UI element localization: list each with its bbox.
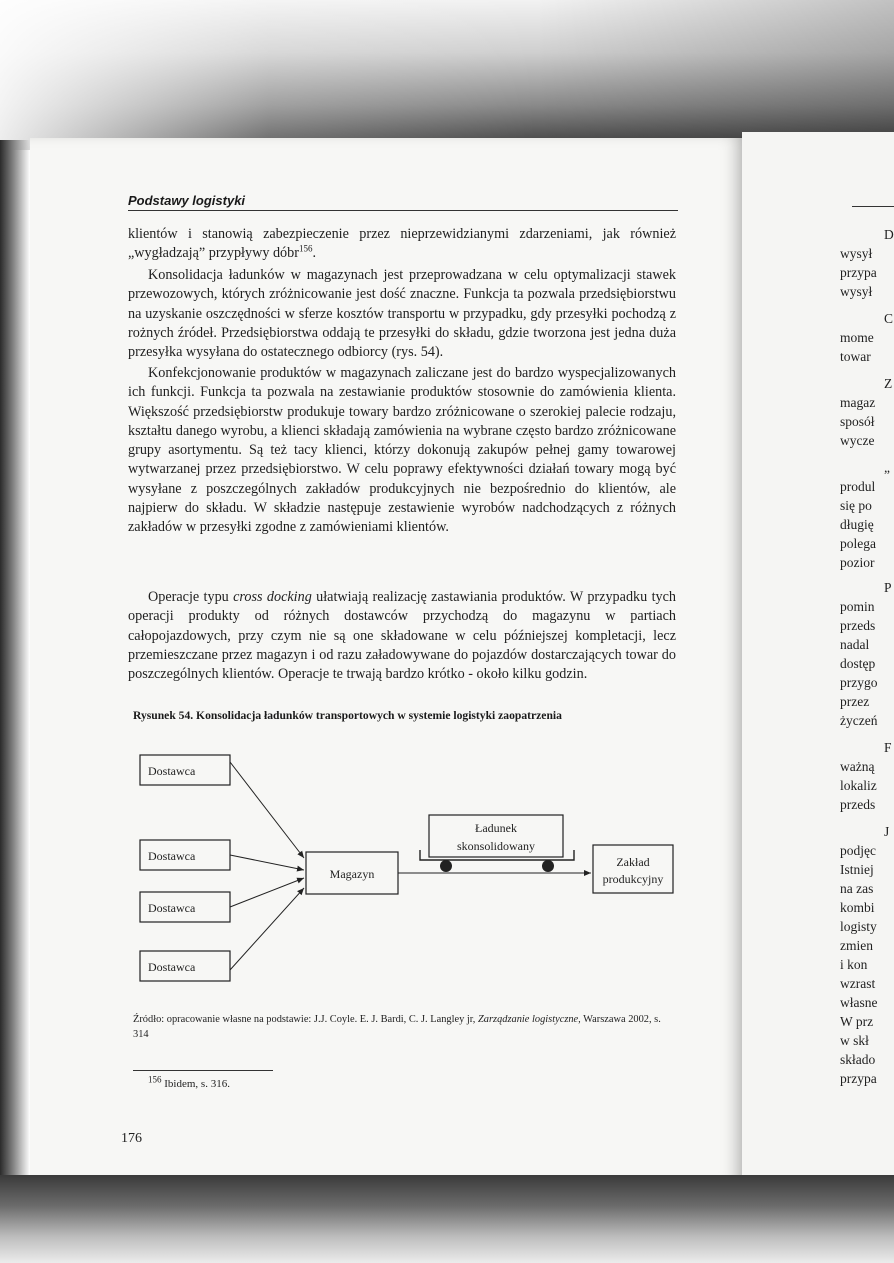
arrow-supplier-4 (230, 888, 304, 970)
right-page-line: życzeń (840, 713, 878, 728)
supplier-box-3 (140, 892, 230, 922)
supplier-label-4: Dostawca (148, 960, 196, 974)
supplier-box-2 (140, 840, 230, 870)
right-page-line: J (884, 824, 890, 839)
paragraph-4-text-b: ułatwiają realizację zastawiania produktów. W przypadku tych operacji produkty od różnych dostawców przychodzą do magazynu w partiach całopojazdowych, przy czym nie są one składowane w celu późniejszej kompletacji, lecz przemieszczane przez magazyn i od razu załadowywane do pojazdów dostarczających towar do poszczególnych klientów. Operacje te trwają bardzo krótko - około kilku godzin. (128, 589, 676, 683)
right-page-line: nadal (840, 637, 870, 652)
right-page-line: F (884, 740, 892, 755)
footnote (148, 1074, 230, 1090)
arrow-supplier-2 (230, 855, 304, 870)
right-page-line: przeds (840, 618, 876, 633)
footnote-text: Ibidem, s. 316. (161, 1078, 230, 1090)
load-label-line-2: skonsolidowany (457, 839, 535, 853)
paragraph-3: Konfekcjonowanie produktów w magazynach zaliczane jest do bardzo wyspecjalizowanych ich funkcji. Funkcja ta pozwala na zestawianie produktów stosownie do zamówienia klienta. Większość przedsiębiorstw produkuje towary bardzo zróżnicowane o szerokiej palecie rodzaju, kształtu danego wyrobu, a klienci składają zamówienia na wybrane często bardzo zróżnicowane grupy asortymentu. Są też tacy klienci, którzy dokonują zakupów pełnej gamy towarowej wytwarzanej przez przedsiębiorstwo. W celu poprawy efektywności działań towary mogą być wysyłane z poszczególnych zakładów produkcyjnych nie bezpośrednio do klientów, ale najpierw do składu. W składzie następuje zestawienie wyrobów nadchodzących z różnych zakładów w przesyłki zgodne z zamówieniami klientów. (128, 365, 676, 536)
right-page-line: długię (840, 517, 874, 532)
right-page-line: się po (840, 498, 872, 513)
right-page-line: lokaliz (840, 778, 877, 793)
plant-label-line-2: produkcyjny (602, 872, 664, 886)
right-page-line: przypa (840, 265, 877, 280)
paragraph-1-text: klientów i stanowią zabezpieczenie przez nieprzewidzianymi zdarzeniami, jak również „wygładzają” przypływy dóbr (128, 226, 676, 262)
right-page-line: przypa (840, 1071, 877, 1086)
figure-caption: Rysunek 54. Konsolidacja ładunków transportowych w systemie logistyki zaopatrzenia (133, 709, 562, 722)
right-page-line: zmien (840, 938, 873, 953)
right-page-line: sposół (840, 414, 875, 429)
supplier-label-3: Dostawca (148, 901, 196, 915)
right-page-line: P (884, 580, 892, 595)
paragraph-1-end: . (312, 245, 317, 262)
right-page-line: kombi (840, 900, 875, 915)
right-page-line: „ (884, 460, 890, 475)
supplier-box-4 (140, 951, 230, 981)
right-page-line: na zas (840, 881, 874, 896)
right-page-line: pomin (840, 599, 875, 614)
scan-background-bottom (0, 1175, 894, 1263)
right-page-line: magaz (840, 395, 876, 410)
consolidation-diagram (128, 740, 688, 1000)
right-page-line: pozior (840, 555, 875, 570)
right-page-line: własne (840, 995, 878, 1010)
right-page-line: Z (884, 376, 893, 391)
arrow-supplier-1 (230, 762, 304, 858)
right-page-line: towar (840, 349, 871, 364)
source-suffix: Warszawa 2002, s. 314 (133, 1014, 661, 1040)
plant-label-line-1: Zakład (616, 855, 650, 869)
right-page-line: wysył (840, 284, 873, 299)
right-page-line: wysył (840, 246, 873, 261)
figure-source (133, 1013, 673, 1042)
header-rule (128, 210, 678, 211)
right-page-line: wycze (840, 433, 875, 448)
footnote-number: 156 (148, 1074, 162, 1085)
right-page-line: dostęp (840, 656, 876, 671)
scan-background-top-fade (0, 0, 894, 150)
right-page-line: Istniej (840, 862, 874, 877)
supplier-label-1: Dostawca (148, 764, 196, 778)
supplier-label-2: Dostawca (148, 849, 196, 863)
right-page-line: logisty (840, 919, 877, 934)
paragraph-4 (128, 588, 676, 684)
right-page-line: przez (840, 694, 870, 709)
arrow-supplier-3 (230, 878, 304, 907)
footnote-rule (133, 1070, 273, 1071)
right-page-line: i kon (840, 957, 868, 972)
right-page-line: mome (840, 330, 874, 345)
right-page-line: ważną (840, 759, 875, 774)
right-page-line: produl (840, 479, 876, 494)
truck-icon (420, 815, 574, 872)
paragraph-4-emphasis: cross docking (233, 589, 312, 605)
scan-background-left (0, 140, 30, 1185)
supplier-box-1 (140, 755, 230, 785)
right-page-line: W prz (840, 1014, 874, 1029)
right-page-line: D (884, 227, 894, 242)
right-page-line: składo (840, 1052, 876, 1067)
right-page-line: polega (840, 536, 876, 551)
right-page-line: wzrast (840, 976, 876, 991)
right-page-line: C (884, 311, 894, 326)
paragraph-4-text-a: Operacje typu (148, 589, 234, 605)
source-title: Zarządzanie logistyczne, (478, 1014, 581, 1025)
warehouse-box (306, 852, 398, 894)
right-page-line: w skł (840, 1033, 869, 1048)
load-label-line-1: Ładunek (475, 821, 517, 835)
right-page-line: przygo (840, 675, 878, 690)
page-number: 176 (121, 1131, 142, 1146)
paragraph-2: Konsolidacja ładunków w magazynach jest przeprowadzana w celu optymalizacji stawek przewozowych, których zróżnicowanie jest dość znaczne. Funkcja ta pozwala przedsiębiorstwu na uzyskanie oszczędności w sferze kosztów transportu w przypadku, gdy przesyłki pochodzą z rożnych źródeł. Przedsiębiorstwa oddają te przesyłki do składu, gdzie tworzona jest jedna duża przesyłka wysyłana do ostatecznego odbiorcy (rys. 54). (128, 267, 676, 361)
warehouse-label: Magazyn (329, 867, 375, 881)
running-head: Podstawy logistyki (128, 193, 246, 208)
right-page-header-rule (852, 206, 894, 207)
right-page-line: przeds (840, 797, 876, 812)
paragraph-1 (128, 225, 676, 264)
right-page-line: podjęc (840, 843, 876, 858)
footnote-ref: 156 (298, 243, 313, 254)
plant-box (593, 845, 673, 893)
source-prefix: Źródło: opracowanie własne na podstawie: J.J. Coyle. E. J. Bardi, C. J. Langley jr, (133, 1014, 479, 1025)
